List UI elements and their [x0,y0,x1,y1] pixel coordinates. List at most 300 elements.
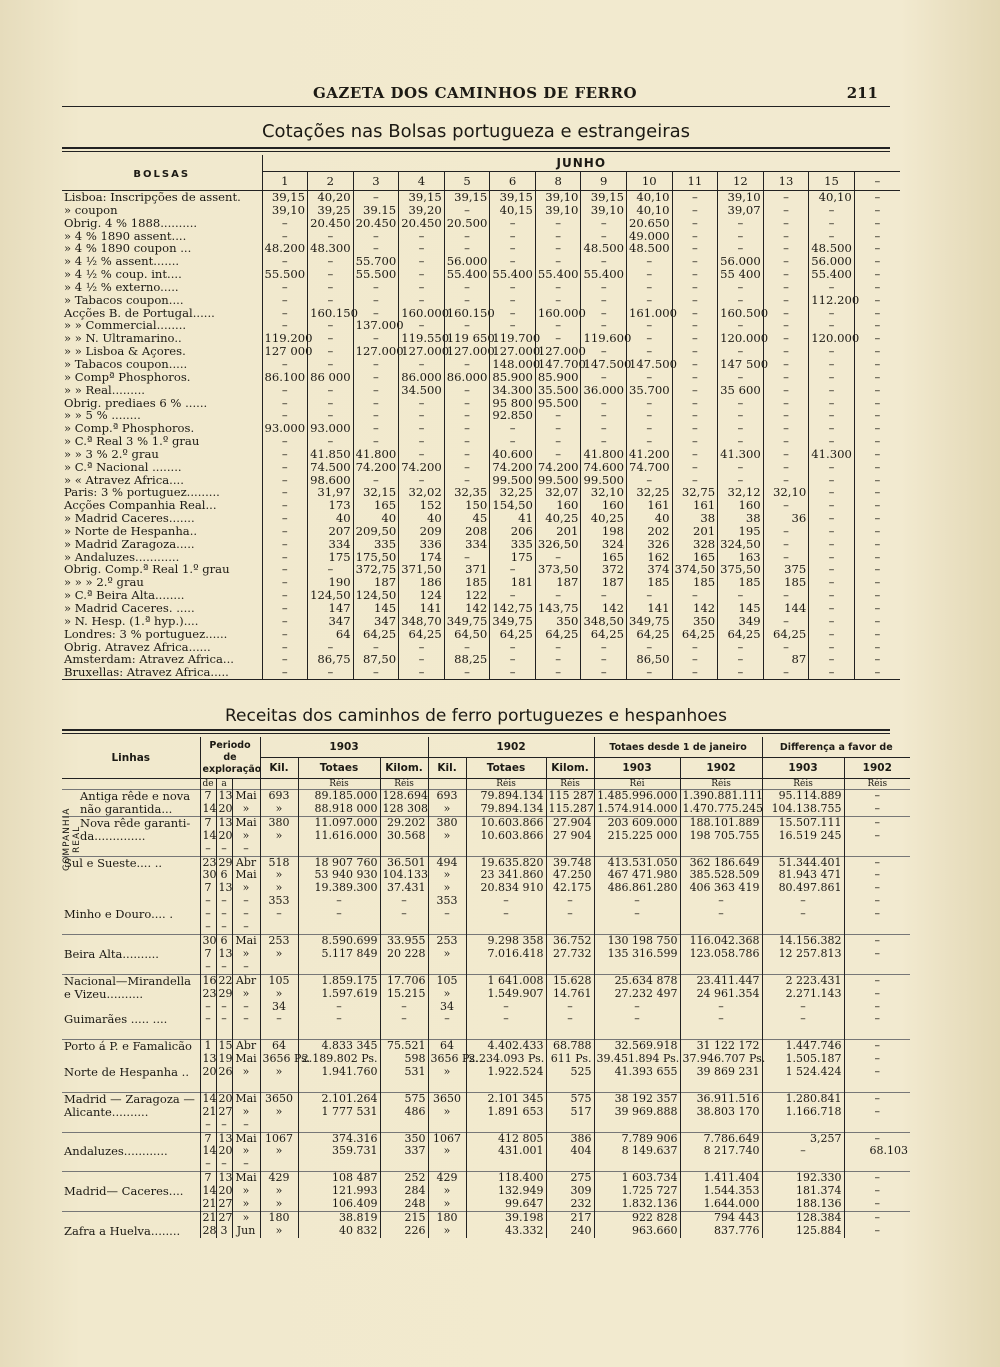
receipt-cell-d2: – [844,869,910,882]
receipt-cell-km2: 42.175 [546,882,594,895]
receipt-cell-d2: – [844,895,910,908]
security-label: » C.ª Nacional ........ [64,459,182,474]
receipt-cell-a: – [216,1013,232,1026]
quote-row [62,281,900,294]
receipt-cell-m: » [232,948,260,961]
receipt-cell-km1: 30.568 [380,830,428,843]
line-name: Beira Alta.......... [64,946,159,961]
reis-unit: Réis [380,779,428,790]
quote-cell: 74.500 [308,461,354,474]
diff-1903-header: 1903 [762,758,844,779]
quote-cell: 99.500 [490,474,536,487]
receipt-cell-k2: » [428,869,466,882]
receipt-row [62,1198,910,1211]
quote-cell: – [308,230,354,243]
receipt-cell-d3: 1.280.841 [762,1092,844,1105]
quote-cell: – [627,666,673,679]
receipt-cell-km2 [546,1158,594,1171]
receipt-cell-d: – [200,921,216,934]
quote-cell: 152 [399,499,445,512]
quote-cell: 124,50 [308,589,354,602]
quote-cell: – [854,499,900,512]
quote-cell: 38 [718,512,764,525]
quote-cell: – [627,435,673,448]
quote-cell: 112.200 [809,294,855,307]
receipt-cell-km1: 20 228 [380,948,428,961]
receipt-cell-s3: 8 149.637 [594,1145,680,1158]
receipt-cell-m: – [232,921,260,934]
quote-cell: – [854,551,900,564]
quote-cell: 160.150 [308,307,354,320]
quote-cell: 74.200 [353,461,399,474]
security-label: » N. Hesp. (1.ª hyp.).... [64,613,199,628]
line-name [62,869,200,882]
units-row [62,779,910,790]
quote-cell: – [854,448,900,461]
receipt-cell-km1: 15.215 [380,988,428,1001]
line-name: Madrid — Zaragoza — [62,1092,200,1105]
receipt-cell-d3: – [762,1145,844,1158]
quote-cell: – [353,384,399,397]
receipt-cell-k2 [428,843,466,856]
quote-cell: 39,10 [535,191,581,204]
receipt-cell-s2: 794 443 [680,1211,762,1224]
quote-cell: – [353,230,399,243]
receipt-cell-d3 [762,1079,844,1092]
quote-cell: 349 [718,615,764,628]
quote-cell: 48.300 [308,242,354,255]
receipt-cell-km2: 27.904 [546,816,594,829]
receipt-cell-km2: 240 [546,1225,594,1238]
receipt-cell-km2 [546,1026,594,1039]
receipt-cell-d2: – [844,790,910,803]
line-name: Madrid— Caceres.... [64,1184,184,1199]
quote-cell: 85.900 [535,371,581,384]
quote-cell: 64,25 [581,628,627,641]
quote-cell: – [627,281,673,294]
quote-cell: – [308,294,354,307]
quote-cell: 35 600 [718,384,764,397]
receipt-cell-d: – [200,1158,216,1171]
quote-cell: – [262,294,308,307]
receipt-row [62,1158,910,1171]
quote-cell: 198 [581,525,627,538]
receipt-cell-t2 [466,843,546,856]
quote-cell: – [854,397,900,410]
quote-cell: – [535,653,581,666]
quote-cell: – [627,319,673,332]
receipt-cell-s2: 385.528.509 [680,869,762,882]
security-label: » Andaluzes............ [64,549,180,564]
quote-cell: 119.700 [490,332,536,345]
receipt-cell-t2 [466,921,546,934]
quote-cell: 64,25 [490,628,536,641]
day-header: 3 [353,172,399,191]
receipt-row [62,1185,910,1198]
quote-cell: – [809,319,855,332]
quote-cell: – [262,255,308,268]
quote-cell: – [399,242,445,255]
receipt-cell-t1: 2.101.264 [298,1092,380,1105]
quote-cell: 40,10 [627,204,673,217]
receipt-cell-t1: – [298,1013,380,1026]
quote-cell: – [854,217,900,230]
quote-cell: – [535,551,581,564]
quote-cell: 154,50 [490,499,536,512]
quote-cell: – [854,628,900,641]
receipt-row [62,1040,910,1053]
quote-cell: 41.300 [809,448,855,461]
receipt-cell-k1: 353 [260,895,298,908]
receipt-row [62,974,910,987]
security-label: » C.ª Real 3 % 1.º grau [64,434,200,449]
quote-cell: – [854,641,900,654]
quote-cell: 187 [581,576,627,589]
receipt-cell-m: Mai [232,790,260,803]
receipt-cell-t1: 18 907 760 [298,856,380,869]
quote-cell: 56.000 [718,255,764,268]
quote-cell: – [262,576,308,589]
quote-cell: 374,50 [672,563,718,576]
quote-cell: – [854,409,900,422]
receipt-cell-d2 [844,1158,910,1171]
quote-cell: – [399,281,445,294]
stock-quotes-body [62,191,900,680]
quote-cell: 137.000 [353,319,399,332]
receipt-row [62,1053,910,1066]
quote-cell: – [444,422,490,435]
receipt-cell-d2: – [844,1185,910,1198]
diff-1902-header: 1902 [844,758,910,779]
receipt-cell-k2 [428,1158,466,1171]
quote-cell: – [809,538,855,551]
quote-cell: 185 [627,576,673,589]
quote-cell: 41.300 [718,448,764,461]
quote-cell: 64,25 [672,628,718,641]
receipt-cell-t2: 1.891 653 [466,1106,546,1119]
receipt-cell-s2: 123.058.786 [680,948,762,961]
line-name: Nova rêde garanti- [62,816,200,829]
receipt-cell-k2: 180 [428,1211,466,1224]
receipt-cell-k2: » [428,882,466,895]
quote-cell: 161 [672,499,718,512]
quote-cell: – [672,204,718,217]
quote-cell: 20.650 [627,217,673,230]
quote-row [62,525,900,538]
quote-cell: – [490,242,536,255]
quote-cell: 120.000 [718,332,764,345]
receipt-cell-k2: » [428,1066,466,1079]
quote-cell: 326,50 [535,538,581,551]
quote-cell: 40,10 [809,191,855,204]
quote-cell: 20.450 [308,217,354,230]
receipt-cell-d: 7 [200,1132,216,1145]
day-header: 5 [444,172,490,191]
receipt-cell-t2: 1.549.907 [466,988,546,1001]
quote-cell: 181 [490,576,536,589]
quote-row [62,538,900,551]
line-name: Zafra a Huelva........ [64,1223,181,1238]
receipt-cell-d: 13 [200,1053,216,1066]
quote-cell: – [672,641,718,654]
quote-cell: – [854,281,900,294]
quote-cell: – [490,666,536,679]
quote-cell: – [763,551,809,564]
receipt-cell-d: 14 [200,1145,216,1158]
receipt-cell-d2: – [844,1225,910,1238]
quote-cell: 32,12 [718,486,764,499]
receipt-cell-a: 6 [216,934,232,947]
quote-cell: 142 [672,602,718,615]
quote-cell: 86 000 [308,371,354,384]
quote-cell: – [308,409,354,422]
receipt-cell-k2: » [428,1185,466,1198]
quote-cell: – [854,435,900,448]
receipt-cell-km1 [380,1119,428,1132]
receipt-cell-t1: 11.616.000 [298,830,380,843]
quote-cell: – [854,242,900,255]
quote-cell: 185 [672,576,718,589]
quote-cell: 41.800 [581,448,627,461]
quote-cell: – [627,371,673,384]
quote-cell: – [809,653,855,666]
periodo-header: Periodo de exploração [200,737,260,779]
receipt-cell-s3: – [594,1001,680,1014]
receipt-row [62,934,910,947]
section1-title: Cotações nas Bolsas portugueza e estrangeiras [261,121,691,142]
quote-cell: – [718,435,764,448]
receipt-cell-km2: 68.788 [546,1040,594,1053]
quote-cell: – [809,461,855,474]
quote-cell: 32,10 [763,486,809,499]
receipt-cell-d: – [200,895,216,908]
security-label: » « Atravez Africa.... [64,472,184,487]
quote-cell: – [399,358,445,371]
quote-cell: – [353,242,399,255]
receipt-cell-s2 [680,1079,762,1092]
receipt-cell-d2: – [844,948,910,961]
quote-cell: – [262,307,308,320]
quote-cell: – [718,281,764,294]
quote-cell: – [399,653,445,666]
quote-cell: 64,50 [444,628,490,641]
receipt-cell-km1: 75.521 [380,1040,428,1053]
receipt-cell-a: 20 [216,803,232,816]
quote-cell: – [399,230,445,243]
quote-cell: 40,15 [490,204,536,217]
receipt-row [62,1172,910,1185]
quote-cell: – [627,397,673,410]
quote-cell: – [672,653,718,666]
quote-cell: – [490,653,536,666]
receipt-cell-d: 28 [200,1225,216,1238]
line-name [62,1211,200,1224]
quote-cell: – [535,435,581,448]
quote-cell: – [763,204,809,217]
quote-cell: – [854,525,900,538]
quote-cell: 99.500 [535,474,581,487]
quote-cell: – [581,345,627,358]
receipt-cell-d2 [844,961,910,974]
quote-cell: 119.200 [262,332,308,345]
receipt-cell-k1 [260,1119,298,1132]
line-name [62,1079,200,1092]
receipt-cell-s2: 406 363 419 [680,882,762,895]
quote-cell: 40 [353,512,399,525]
quote-cell: 350 [672,615,718,628]
receipt-cell-d: 21 [200,1198,216,1211]
receipt-cell-s3: 39.451.894 Ps. [594,1053,680,1066]
quote-cell: – [262,551,308,564]
quote-cell: – [444,294,490,307]
quote-cell: 122 [444,589,490,602]
quote-row [62,512,900,525]
receipt-cell-km2: – [546,1001,594,1014]
quote-cell: 32,25 [627,486,673,499]
receipt-row [62,1026,910,1039]
quote-cell: 32,15 [353,486,399,499]
quote-cell: – [672,409,718,422]
quote-row [62,602,900,615]
quote-cell: 48.200 [262,242,308,255]
quote-cell: 163 [718,551,764,564]
quote-cell: 161.000 [627,307,673,320]
receipt-cell-m: » [232,882,260,895]
receipt-cell-k2: 105 [428,974,466,987]
quote-cell: – [854,268,900,281]
receipt-cell-t2 [466,1079,546,1092]
quote-cell: – [353,641,399,654]
security-label: Obrig. Comp.ª Real 1.º grau [64,562,230,577]
quote-cell: 160.000 [535,307,581,320]
quote-cell: 347 [308,615,354,628]
line-name: Andaluzes............ [64,1144,168,1159]
quote-cell: – [854,589,900,602]
quote-cell: 160.500 [718,307,764,320]
quote-cell: 143,75 [535,602,581,615]
receipt-cell-s3: 203 609.000 [594,816,680,829]
receipt-cell-d3: 14.156.382 [762,934,844,947]
receipt-cell-k2 [428,1079,466,1092]
quote-cell: – [262,461,308,474]
quote-cell: – [672,422,718,435]
receipt-cell-s2: 198 705.755 [680,830,762,843]
receipt-cell-t1: 88.918 000 [298,803,380,816]
receipt-cell-t1: 106.409 [298,1198,380,1211]
quote-cell: – [627,332,673,345]
receipt-cell-s3: 963.660 [594,1225,680,1238]
quote-cell: – [672,345,718,358]
quote-cell: – [399,255,445,268]
receipt-cell-d2 [844,1119,910,1132]
quote-cell: – [581,319,627,332]
receipt-cell-t2: 132.949 [466,1185,546,1198]
quote-cell: 55 400 [718,268,764,281]
receipt-cell-m [232,1079,260,1092]
receipt-cell-s3 [594,1079,680,1092]
quote-cell: 144 [763,602,809,615]
receipt-cell-t1: 53 940 930 [298,869,380,882]
receipt-cell-km2 [546,843,594,856]
receipt-cell-km2: 115.287 [546,803,594,816]
quote-cell: – [627,474,673,487]
receipt-cell-s3: 7.789 906 [594,1132,680,1145]
receipt-cell-s2: 23.411.447 [680,974,762,987]
de-label: de [200,779,216,790]
quote-cell: 93.000 [262,422,308,435]
quote-cell: – [763,615,809,628]
month-header: JUNHO [262,155,900,172]
receipt-cell-km1: 17.706 [380,974,428,987]
receipt-cell-t1 [298,921,380,934]
quote-cell: – [262,615,308,628]
receipt-cell-d2: – [844,1001,910,1014]
receipt-cell-s2: – [680,1001,762,1014]
receipt-row [62,895,910,908]
receipt-cell-t1 [298,843,380,856]
quote-cell: 142 [581,602,627,615]
receipt-cell-a: 29 [216,856,232,869]
quote-cell: – [809,281,855,294]
line-name [62,1198,200,1211]
receipt-cell-s2: 1.411.404 [680,1172,762,1185]
receipt-cell-d3: – [762,1001,844,1014]
quote-cell: – [308,332,354,345]
quote-cell: – [809,230,855,243]
receipt-cell-k2: 353 [428,895,466,908]
quote-cell: 64,25 [353,628,399,641]
receipt-cell-d2: – [844,1198,910,1211]
quote-cell: – [399,435,445,448]
receipt-cell-d3: – [762,1013,844,1026]
receipt-cell-s2 [680,1026,762,1039]
receipt-cell-t2: 412 805 [466,1132,546,1145]
quote-cell: 32,25 [490,486,536,499]
receipt-cell-d: 14 [200,1092,216,1105]
security-label: Lisboa: Inscripções de assent. [64,190,241,204]
quote-cell: – [627,422,673,435]
quote-cell: 39,15 [399,191,445,204]
receipt-row [62,1225,910,1238]
quote-cell: – [490,435,536,448]
receipt-cell-k2: » [428,1106,466,1119]
quote-row [62,204,900,217]
receipt-cell-d: 23 [200,856,216,869]
receipt-cell-s2: 31 122 172 [680,1040,762,1053]
line-name [62,1119,200,1132]
receipt-cell-t2: 2.101 345 [466,1092,546,1105]
quote-cell: – [809,602,855,615]
quote-cell: 86,50 [627,653,673,666]
quote-cell: – [535,230,581,243]
receipt-cell-d: 7 [200,948,216,961]
receipt-cell-k1: 105 [260,974,298,987]
receipt-cell-a [216,1026,232,1039]
quote-cell: – [627,345,673,358]
receipt-cell-s2 [680,1158,762,1171]
quote-cell: – [763,538,809,551]
quote-cell: – [399,409,445,422]
receipt-cell-d [200,1079,216,1092]
year-1903-header: 1903 [260,737,428,758]
quote-cell: – [718,641,764,654]
receipt-cell-d2: – [844,934,910,947]
quote-cell: 127.000 [444,345,490,358]
quote-cell: – [672,319,718,332]
receipt-cell-k1: 64 [260,1040,298,1053]
kilom-1903-header: Kilom. [380,758,428,779]
receipt-cell-m: – [232,895,260,908]
